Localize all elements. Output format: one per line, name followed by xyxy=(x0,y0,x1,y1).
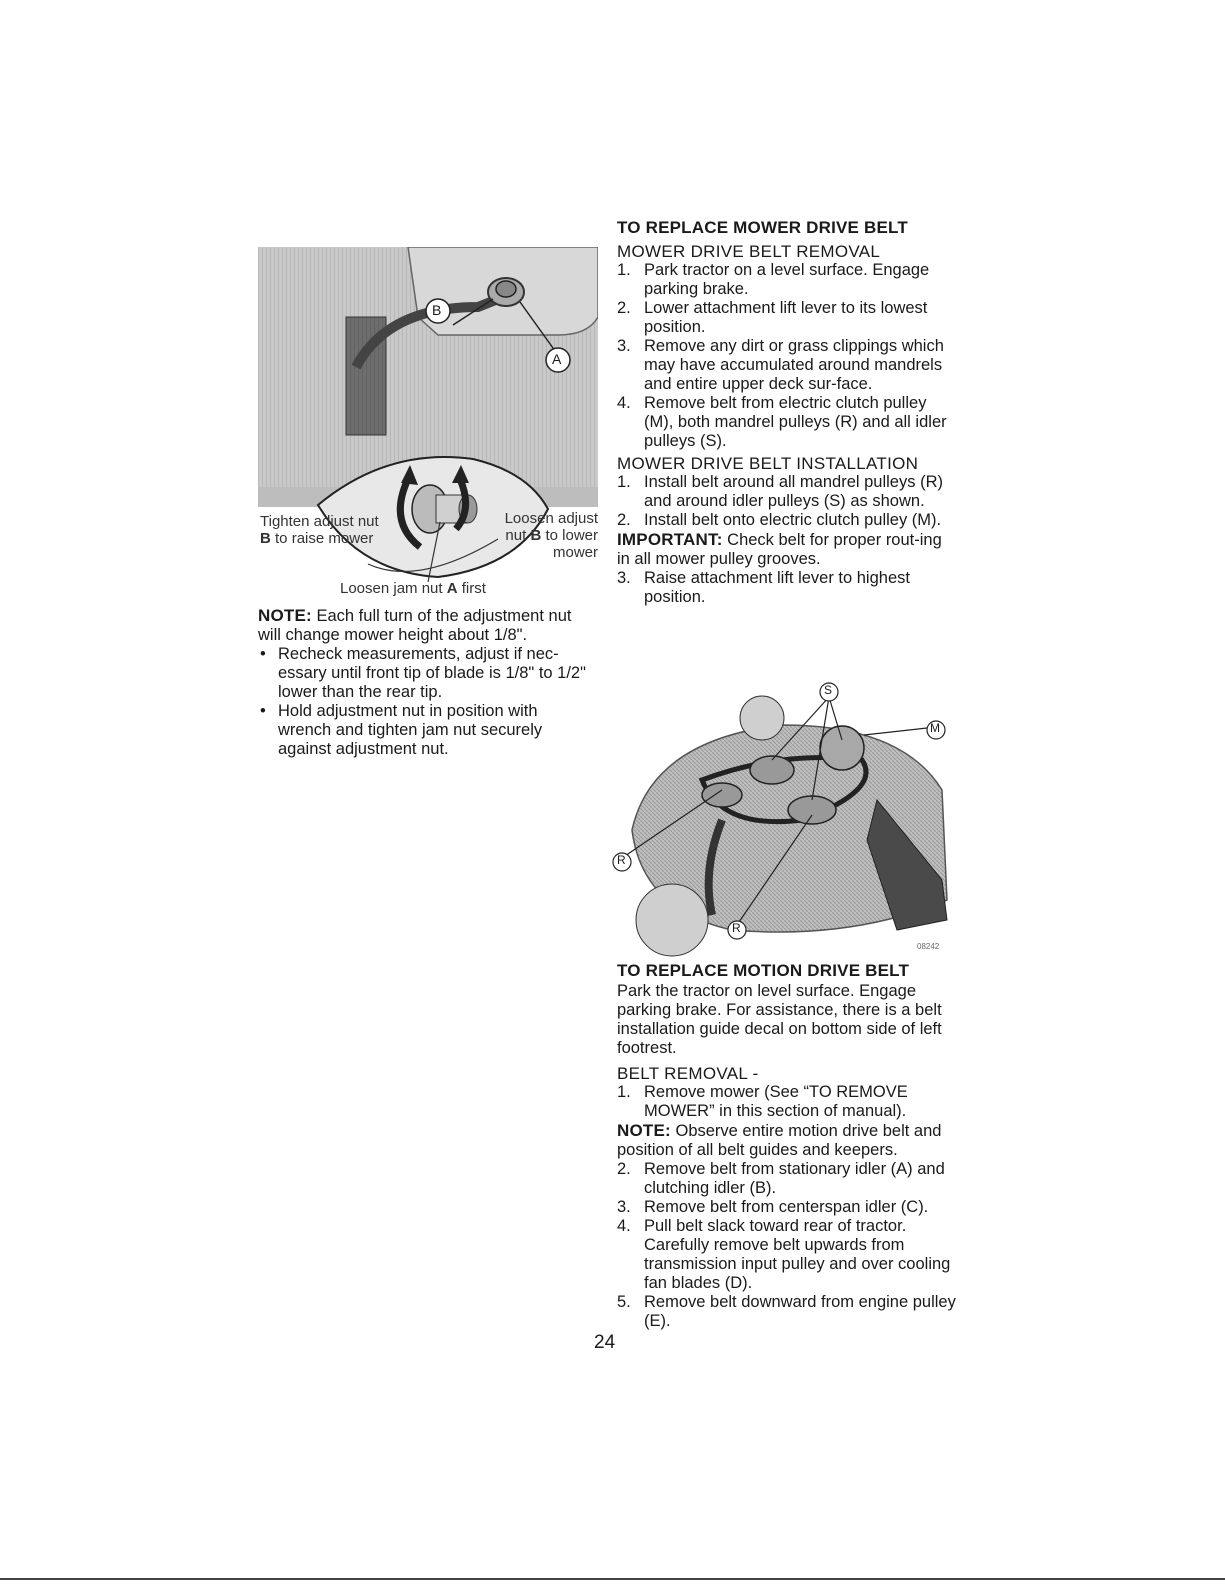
belt-removal-steps xyxy=(617,1160,959,1331)
motion-note xyxy=(617,1121,959,1160)
removal-steps xyxy=(617,261,957,451)
label-r-bottom: R xyxy=(732,921,741,935)
important-text: Check belt for proper rout-ing in all mower pulley grooves. xyxy=(617,531,942,568)
page-number: 24 xyxy=(594,1332,616,1353)
section-title-mower-belt: TO REPLACE MOWER DRIVE BELT xyxy=(617,218,908,237)
label-b-callout: B xyxy=(432,302,442,318)
mower-deck-figure xyxy=(612,680,957,958)
jam-callout: Loosen jam nut A first xyxy=(340,580,486,597)
step-item: 2. Remove belt from stationary idler (A) and clutching idler (B). xyxy=(617,1160,945,1197)
label-m: M xyxy=(930,721,940,735)
step-item: 4. Pull belt slack toward rear of tractor. Carefully remove belt upwards from transmission input pulley and over cooling fan blades (D). xyxy=(617,1217,951,1292)
important-note xyxy=(617,530,957,569)
bottom-edge-rule xyxy=(0,1578,1225,1580)
tighten-callout: Tighten adjust nut B to raise mower xyxy=(260,513,379,547)
step-item: 4. Remove belt from electric clutch pulley (M), both mandrel pulleys (R) and all idler pulleys (S). xyxy=(617,394,947,450)
adjustment-bullets xyxy=(258,645,593,759)
install-steps xyxy=(617,473,957,530)
note2-label: NOTE: xyxy=(617,1121,671,1140)
label-r-left: R xyxy=(617,853,626,867)
left-note-section xyxy=(258,606,593,759)
motion-intro: Park the tractor on level surface. Engage parking brake. For assistance, there is a belt installation guide decal on bottom side of left footrest. xyxy=(617,982,942,1057)
adjustment-note xyxy=(258,606,593,645)
step-item: 2. Install belt onto electric clutch pulley (M). xyxy=(617,511,942,529)
figure-code: 08242 xyxy=(917,942,940,951)
install-steps-cont xyxy=(617,569,957,607)
adjustment-figure xyxy=(258,247,598,607)
motion-belt-section xyxy=(617,961,959,1331)
step-item: 1. Remove mower (See “TO REMOVE MOWER” in this section of manual). xyxy=(617,1083,908,1120)
step-item: 3. Remove belt from centerspan idler (C). xyxy=(617,1198,929,1216)
step-item: 5. Remove belt downward from engine pulley (E). xyxy=(617,1293,956,1330)
note-label: NOTE: xyxy=(258,606,312,625)
subsection-belt-removal: BELT REMOVAL - xyxy=(617,1064,759,1083)
label-s: S xyxy=(824,683,833,697)
belt-removal-step1 xyxy=(617,1083,959,1121)
section-title-motion-belt: TO REPLACE MOTION DRIVE BELT xyxy=(617,961,910,980)
right-column xyxy=(617,218,957,607)
loosen-callout: Loosen adjust nut B to lower mower xyxy=(504,510,598,561)
note2-text: Observe entire motion drive belt and position of all belt guides and keepers. xyxy=(617,1122,942,1159)
important-label: IMPORTANT: xyxy=(617,530,723,549)
note-text: Each full turn of the adjustment nut will change mower height about 1/8". xyxy=(258,607,572,644)
mower-deck-illustration xyxy=(612,680,957,958)
subsection-removal: MOWER DRIVE BELT REMOVAL xyxy=(617,242,881,261)
step-item: 1. Install belt around all mandrel pulleys (R) and around idler pulleys (S) as shown. xyxy=(617,473,943,510)
bullet-item: • Hold adjustment nut in position with wrench and tighten jam nut securely against adjustment nut. xyxy=(258,702,593,759)
label-a-callout: A xyxy=(552,351,562,367)
step-item: 1. Park tractor on a level surface. Engage parking brake. xyxy=(617,261,930,298)
bullet-item: • Recheck measurements, adjust if nec-essary until front tip of blade is 1/8" to 1/2" lower than the rear tip. xyxy=(258,645,593,702)
step-item: 3. Raise attachment lift lever to highest position. xyxy=(617,569,910,606)
step-item: 2. Lower attachment lift lever to its lowest position. xyxy=(617,299,928,336)
step-item: 3. Remove any dirt or grass clippings which may have accumulated around mandrels and entire upper deck sur-face. xyxy=(617,337,944,393)
subsection-installation: MOWER DRIVE BELT INSTALLATION xyxy=(617,454,919,473)
